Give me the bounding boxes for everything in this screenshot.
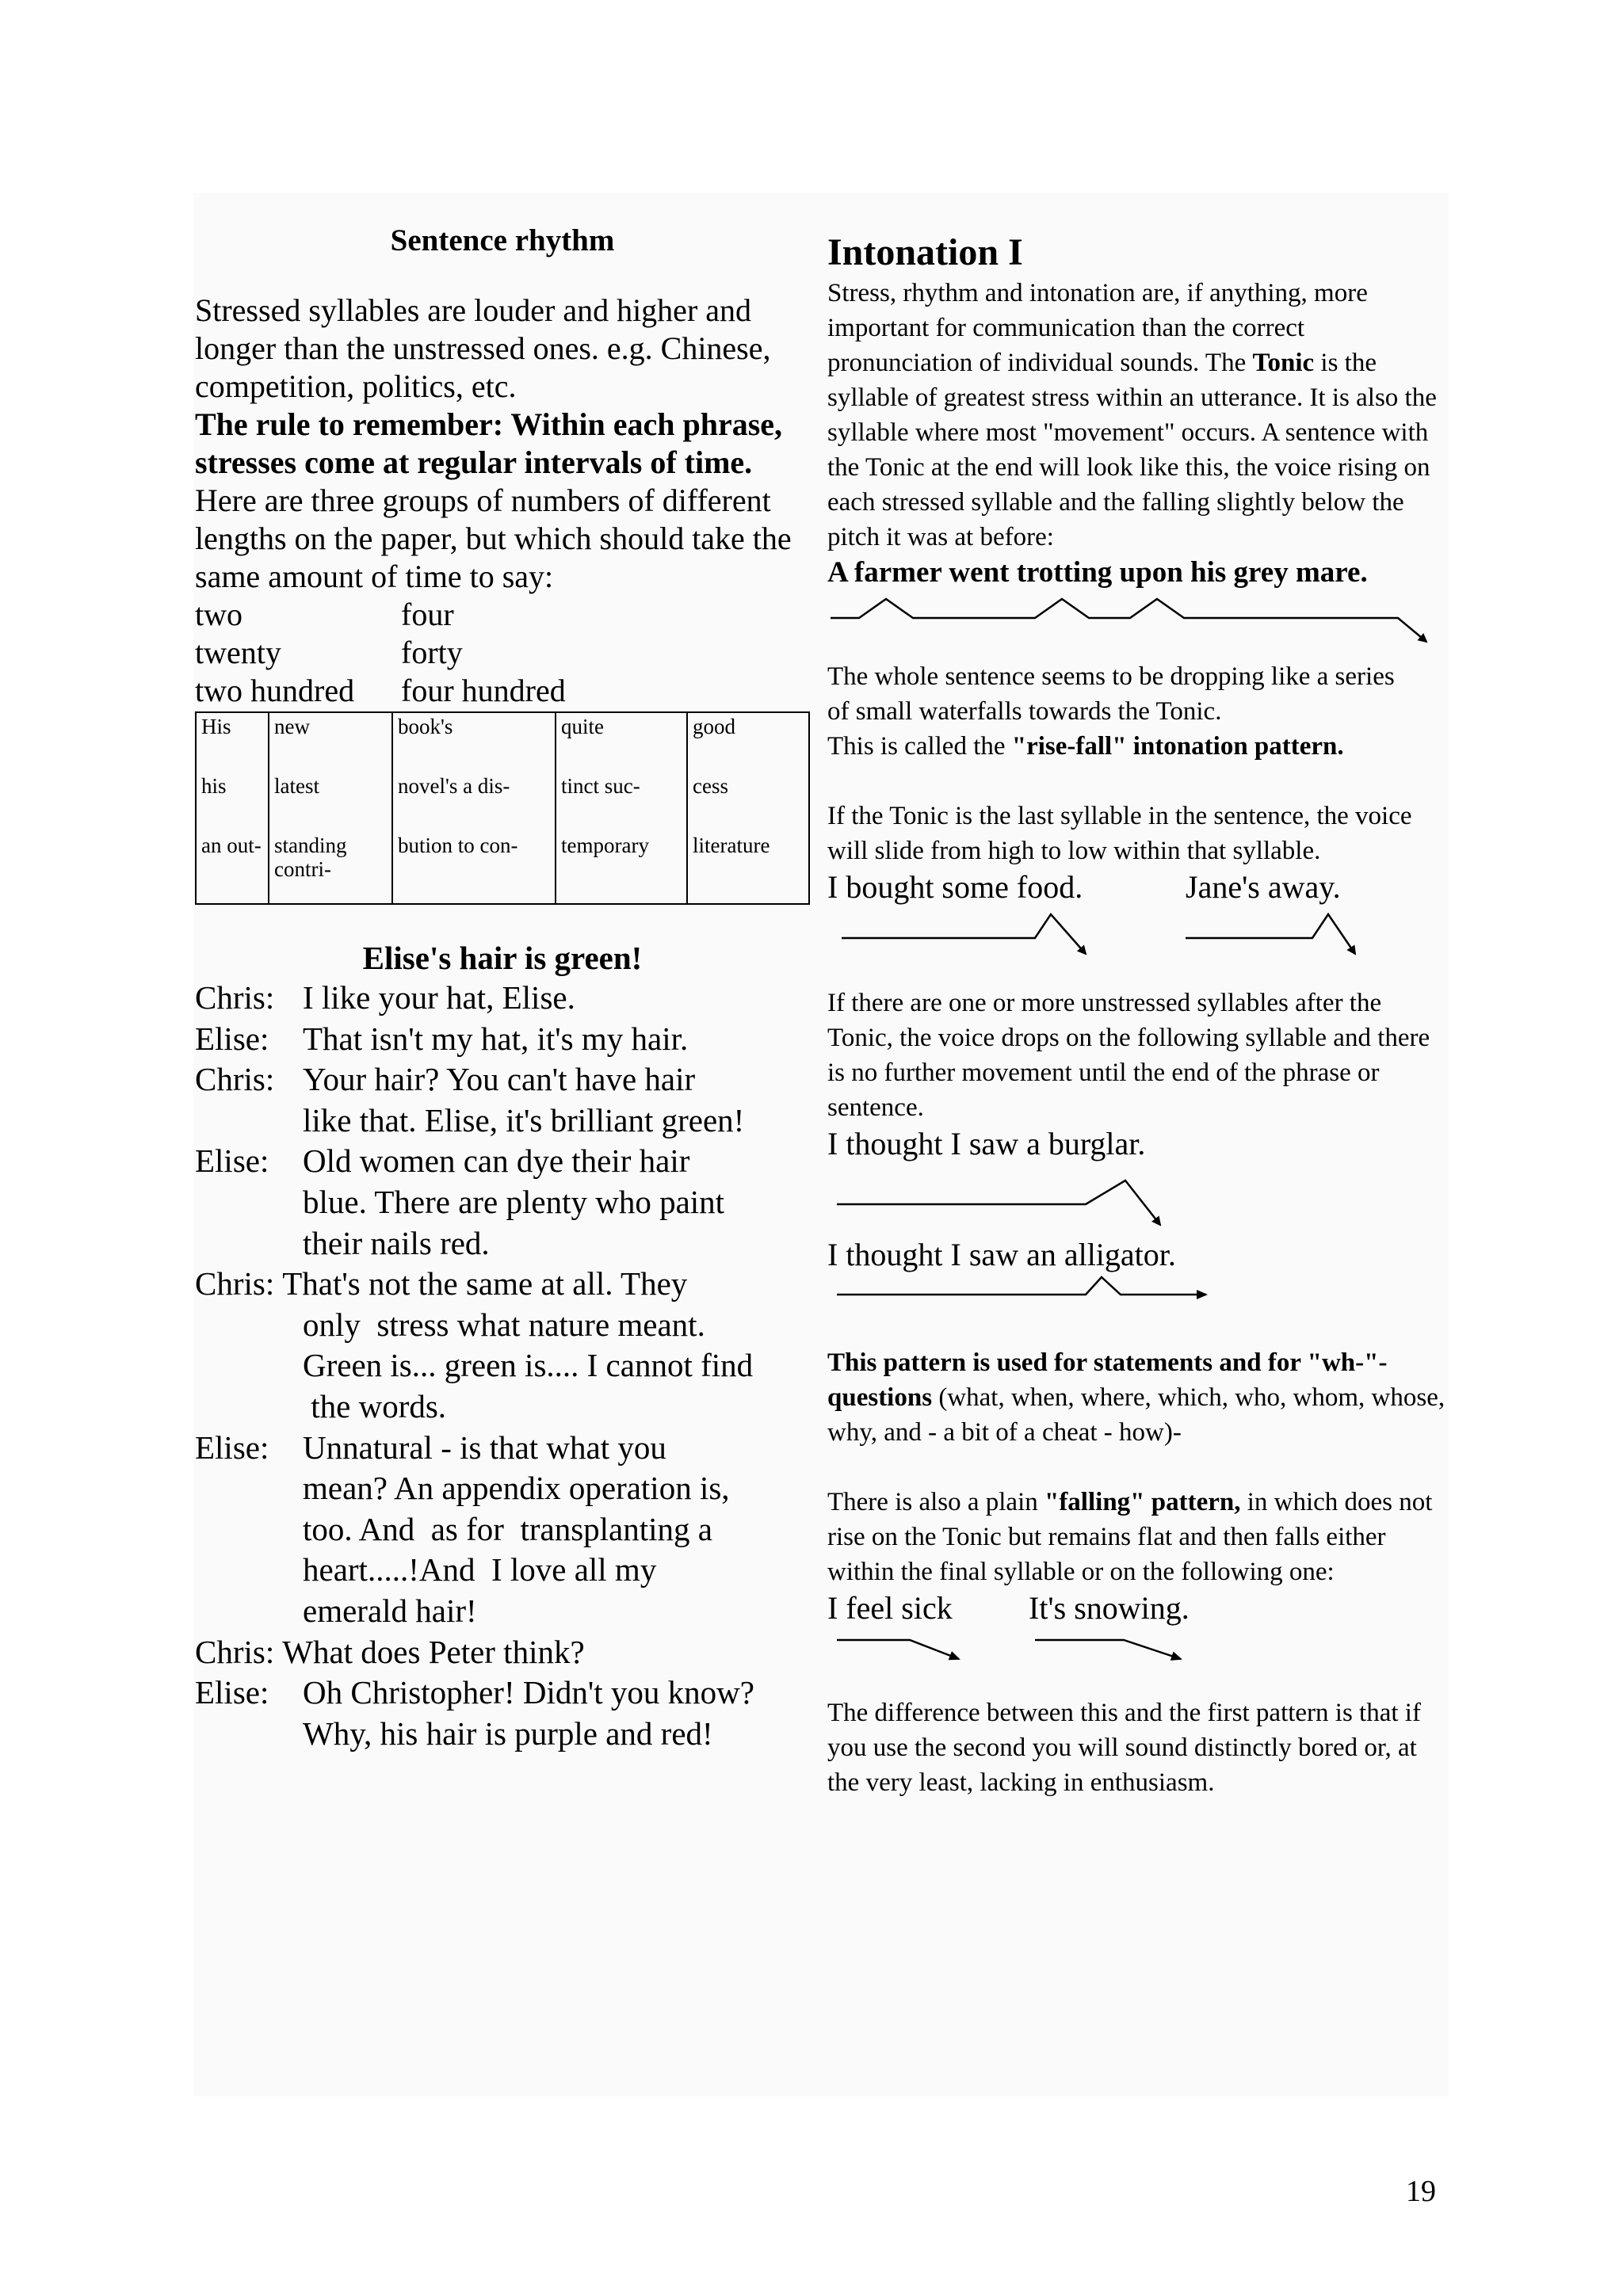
dialogue (195, 978, 810, 1754)
speaker-name: Elise: (195, 1020, 269, 1057)
rise-fall-contour (827, 591, 1445, 651)
dialogue-line (195, 1100, 810, 1142)
burglar-contour (827, 1163, 1445, 1236)
number-cell: four (401, 597, 454, 632)
dialogue-line (195, 1223, 810, 1264)
table-cell: cess (687, 772, 809, 832)
dialogue-text: blue. There are plenty who paint (303, 1183, 725, 1220)
speaker-indent (195, 1468, 303, 1509)
speaker-indent (195, 1386, 303, 1428)
para6-b: in which does not rise on the Tonic but remains flat and then falls either within the final syllable or on the following one: (827, 1488, 1433, 1586)
number-cell: two (195, 597, 242, 632)
dialogue-text: too. And as for transplanting a (303, 1510, 712, 1547)
dialogue-line (195, 1264, 810, 1305)
para4: If there are one or more unstressed syllables after the Tonic, the voice drops on the following syllable and there is no further movement until the end of the phrase or sentence. (827, 989, 1430, 1122)
dialogue-line (195, 1059, 810, 1100)
rise-fall-label: "rise-fall" intonation pattern. (1011, 732, 1344, 761)
example-burglar: I thought I saw a burglar. (827, 1126, 1146, 1161)
para2-c (827, 729, 1445, 764)
table-cell: new (269, 712, 392, 772)
example-row-5 (827, 1589, 1445, 1627)
para3: If the Tonic is the last syllable in the sentence, the voice will slide from high to low within that syllable. (827, 802, 1412, 865)
dialogue-text: What does Peter think? (282, 1633, 585, 1670)
example-snowing: It's snowing. (1029, 1590, 1190, 1626)
speaker-indent (195, 1550, 303, 1591)
dialogue-line (195, 1550, 810, 1591)
number-cell: twenty (195, 635, 281, 670)
table-cell: standing contri- (269, 832, 392, 904)
dialogue-text: only stress what nature meant. (303, 1306, 705, 1343)
dialogue-title: Elise's hair is green! (362, 940, 643, 976)
dialogue-text: emerald hair! (303, 1592, 477, 1629)
speaker-name: Chris: (195, 979, 275, 1016)
dialogue-line (195, 1019, 810, 1060)
dialogue-text: the words. (303, 1387, 447, 1425)
table-cell: his (196, 772, 269, 832)
speaker-indent (195, 1591, 303, 1632)
dialogue-line (195, 1468, 810, 1509)
dialogue-line (195, 1182, 810, 1223)
dialogue-text: Green is... green is.... I cannot find (303, 1347, 754, 1384)
dialogue-line (195, 1509, 810, 1550)
para2-c-text: This is called the (827, 732, 1012, 761)
para7: The difference between this and the first pattern is that if you use the second you will sound distinctly bored or, at the very least, lacking in enthusiasm. (827, 1699, 1421, 1797)
intonation-title: Intonation I (827, 231, 1023, 273)
table-cell: bution to con- (392, 832, 556, 904)
fall-contour-pair (827, 906, 1445, 970)
para1-b: is the syllable of greatest stress within an utterance. It is also the syllable where most "movement" occurs. A sentence with the Tonic at the end will look like this, the voice rising on each stressed syllable and the falling slightly below the pitch it was at before: (827, 349, 1437, 551)
example-farmer: A farmer went trotting upon his grey mare. (827, 556, 1368, 589)
falling-label: "falling" pattern, (1044, 1488, 1241, 1516)
speaker-name: Chris: (195, 1061, 275, 1098)
para2-a: The whole sentence seems to be dropping like a series (827, 662, 1395, 691)
page-number: 19 (1406, 2175, 1436, 2208)
example-sick: I feel sick (827, 1590, 953, 1626)
table-row (196, 772, 809, 832)
table-cell: temporary (556, 832, 687, 904)
tonic-word: Tonic (1252, 349, 1315, 377)
table-row (196, 832, 809, 904)
table-cell: book's (392, 712, 556, 772)
dialogue-text: heart.....!And I love all my (303, 1551, 657, 1589)
speaker-name: Chris: (195, 1265, 275, 1302)
dialogue-text: like that. Elise, it's brilliant green! (303, 1101, 745, 1138)
intro-text: Stressed syllables are louder and higher and longer than the unstressed ones. e.g. Chinese, competition, politics, etc. (195, 292, 771, 404)
dialogue-line (195, 1591, 810, 1632)
speaker-name: Elise: (195, 1428, 269, 1466)
dialogue-line (195, 1386, 810, 1428)
dialogue-text: Why, his hair is purple and red! (303, 1714, 713, 1752)
dialogue-text: Old women can dye their hair (303, 1142, 690, 1180)
number-cell: forty (401, 635, 463, 670)
para1-a: Stress, rhythm and intonation are, if anything, more important for communication than the correct pronunciation of individual sounds. The (827, 279, 1368, 377)
speaker-indent (195, 1305, 303, 1346)
para6 (827, 1485, 1445, 1589)
example-away: Jane's away. (1186, 869, 1341, 905)
table-cell: tinct suc- (556, 772, 687, 832)
para6-a: There is also a plain (827, 1488, 1044, 1516)
number-cell: two hundred (195, 673, 355, 708)
dialogue-text: their nails red. (303, 1224, 490, 1261)
speaker-indent (195, 1714, 303, 1755)
para5 (827, 1345, 1445, 1450)
speaker-indent (195, 1100, 303, 1142)
para5-bold: This pattern is used for statements and for "wh-"-questions (827, 1348, 1388, 1412)
number-cell: four hundred (401, 673, 566, 708)
rule-text: The rule to remember: Within each phrase, stresses come at regular intervals of time. (195, 406, 783, 480)
table-cell: quite (556, 712, 687, 772)
intro-paragraph (827, 276, 1445, 555)
table-cell: His (196, 712, 269, 772)
dialogue-line (195, 1305, 810, 1346)
dialogue-line (195, 1632, 810, 1673)
right-column (827, 230, 1445, 1800)
dialogue-text: That isn't my hat, it's my hair. (303, 1020, 689, 1057)
speaker-indent (195, 1345, 303, 1386)
table-cell: literature (687, 832, 809, 904)
dialogue-text: mean? An appendix operation is, (303, 1470, 730, 1507)
speaker-name: Elise: (195, 1142, 269, 1180)
speaker-name: Chris: (195, 1633, 275, 1670)
dialogue-text: That's not the same at all. They (282, 1265, 688, 1302)
para2-b: of small waterfalls towards the Tonic. (827, 697, 1222, 726)
dialogue-text: Oh Christopher! Didn't you know? (303, 1674, 754, 1711)
falling-contour-pair (827, 1627, 1445, 1672)
table-cell: good (687, 712, 809, 772)
word-table (195, 711, 810, 905)
table-row (196, 712, 809, 772)
para5-rest: (what, when, where, which, who, whom, whose, why, and - a bit of a cheat - how)- (827, 1383, 1445, 1447)
speaker-indent (195, 1182, 303, 1223)
table-cell: an out- (196, 832, 269, 904)
dialogue-line (195, 1345, 810, 1386)
example-row-2 (827, 868, 1445, 906)
dialogue-line (195, 1141, 810, 1182)
speaker-indent (195, 1223, 303, 1264)
example-alligator: I thought I saw an alligator. (827, 1237, 1176, 1272)
example-food: I bought some food. (827, 869, 1083, 905)
dialogue-line (195, 1714, 810, 1755)
speaker-indent (195, 1509, 303, 1550)
table-cell: latest (269, 772, 392, 832)
alligator-contour (827, 1274, 1445, 1322)
numbers-grid (195, 596, 810, 710)
sentence-rhythm-title: Sentence rhythm (390, 223, 615, 257)
table-cell: novel's a dis- (392, 772, 556, 832)
left-column (195, 222, 810, 1754)
dialogue-line (195, 978, 810, 1019)
dialogue-text: Unnatural - is that what you (303, 1428, 666, 1466)
dialogue-line (195, 1672, 810, 1714)
speaker-name: Elise: (195, 1674, 269, 1711)
dialogue-text: Your hair? You can't have hair (303, 1061, 696, 1098)
dialogue-text: I like your hat, Elise. (303, 979, 575, 1016)
groups-text: Here are three groups of numbers of different lengths on the paper, but which should take the same amount of time to say: (195, 482, 792, 594)
dialogue-line (195, 1428, 810, 1469)
